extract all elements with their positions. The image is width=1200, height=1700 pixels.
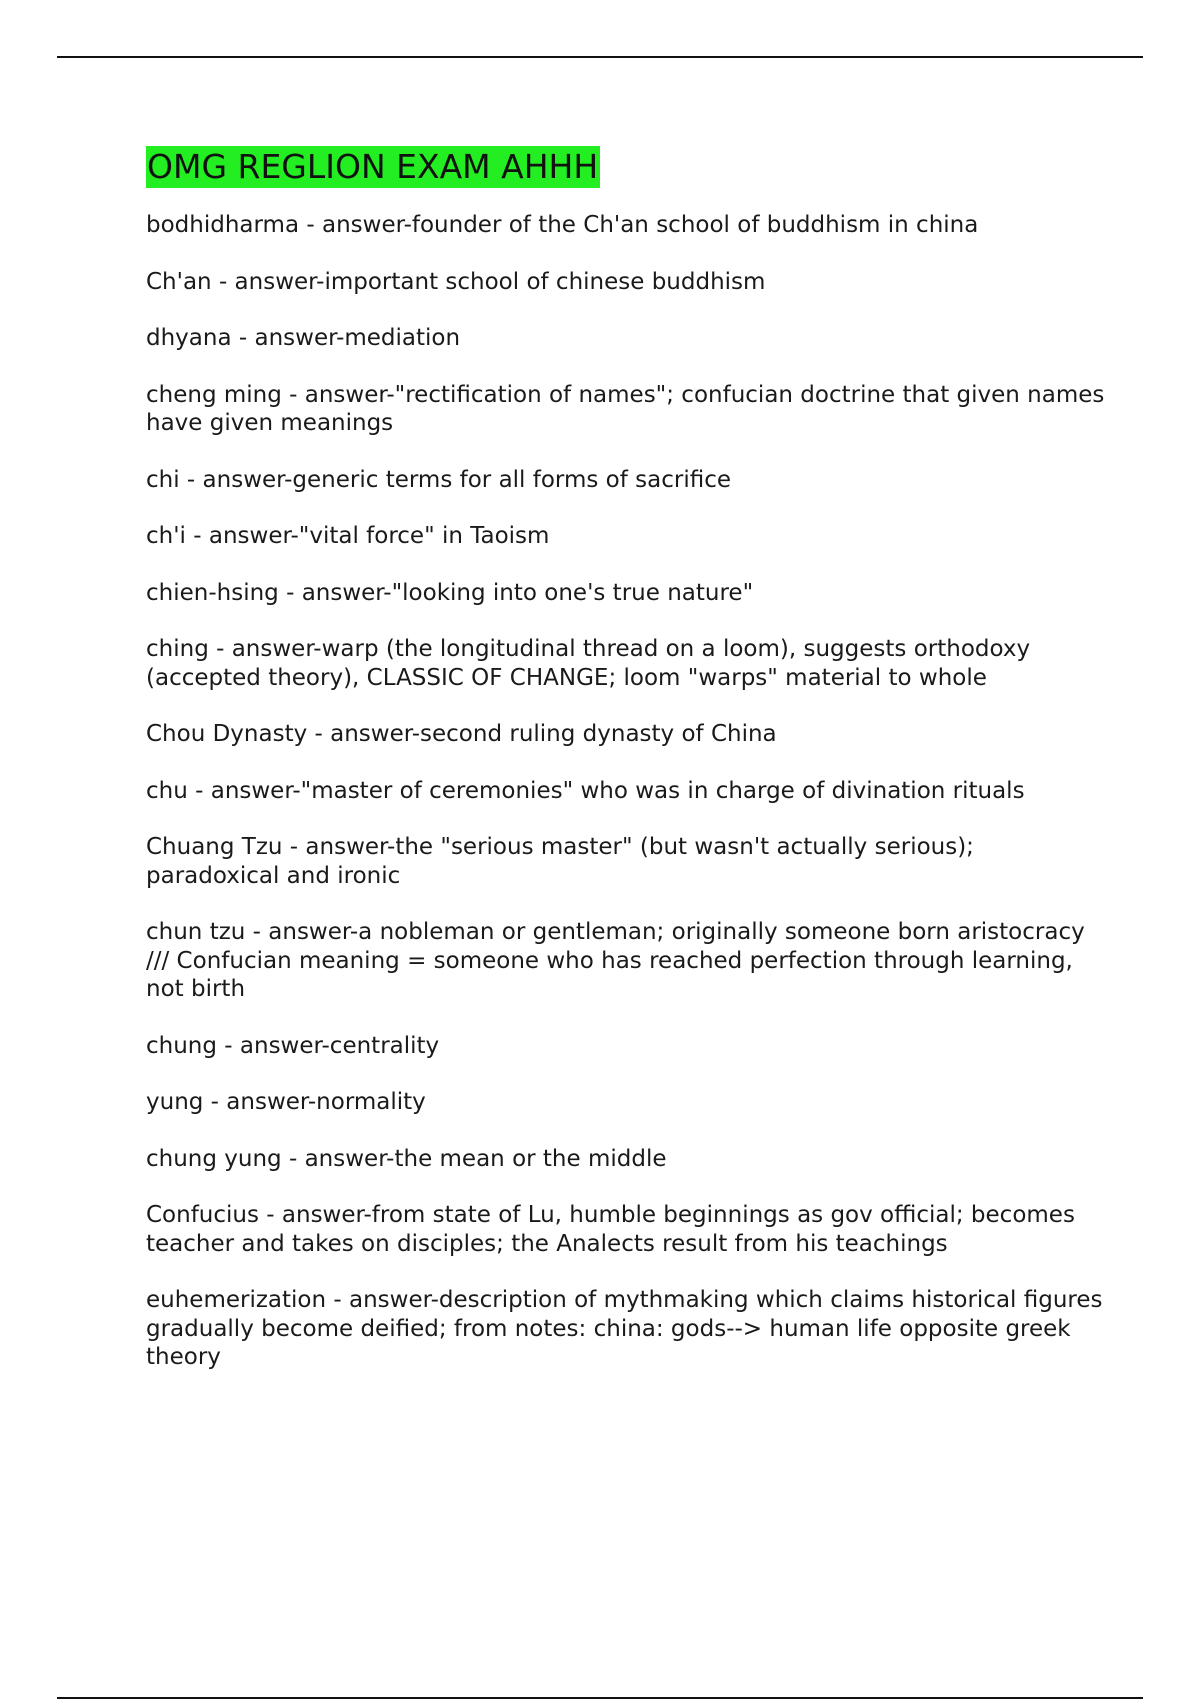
entry-list xyxy=(146,211,1106,1372)
entry-chung: chung - answer-centrality xyxy=(146,1032,440,1059)
entry-chan: Ch'an - answer-important school of chinese buddhism xyxy=(146,268,766,295)
entry-bodhidharma: bodhidharma - answer-founder of the Ch'an school of buddhism in china xyxy=(146,212,979,238)
entry-chi-vital-force: ch'i - answer-"vital force" in Taoism xyxy=(146,523,550,549)
entry-ching: ching - answer-warp (the longitudinal thread on a loom), suggests orthodoxy (accepted theory), CLASSIC OF CHANGE; loom "warps" material to whole xyxy=(146,636,1031,691)
entry-dhyana: dhyana - answer-mediation xyxy=(146,325,461,351)
document-body xyxy=(146,146,1106,1400)
entry-yung: yung - answer-normality xyxy=(146,1089,426,1115)
entry-chung-yung: chung yung - answer-the mean or the middle xyxy=(146,1145,667,1172)
entry-chuang-tzu: Chuang Tzu - answer-the "serious master" (but wasn't actually serious); paradoxical and ironic xyxy=(146,834,974,889)
top-divider xyxy=(57,56,1143,58)
entry-chun-tzu: chun tzu - answer-a nobleman or gentleman; originally someone born aristocracy /// Confucian meaning = someone who has reached perfection through learning, not birth xyxy=(146,919,1085,1002)
entry-confucius: Confucius - answer-from state of Lu, humble beginnings as gov official; becomes teacher and takes on disciples; the Analects result from his teachings xyxy=(146,1202,1075,1257)
entry-chien-hsing: chien-hsing - answer-"looking into one's true nature" xyxy=(146,579,754,606)
entry-euhemerization: euhemerization - answer-description of mythmaking which claims historical figures gradually become deified; from notes: china: gods--> human life opposite greek theory xyxy=(146,1287,1103,1370)
entry-cheng-ming: cheng ming - answer-"rectification of names"; confucian doctrine that given names have given meanings xyxy=(146,381,1105,436)
document-title: OMG REGLION EXAM AHHH xyxy=(147,147,599,186)
entry-chou-dynasty: Chou Dynasty - answer-second ruling dynasty of China xyxy=(146,721,777,747)
entry-chu: chu - answer-"master of ceremonies" who was in charge of divination rituals xyxy=(146,777,1025,804)
entry-chi: chi - answer-generic terms for all forms of sacrifice xyxy=(146,466,732,493)
bottom-divider xyxy=(57,1697,1143,1699)
